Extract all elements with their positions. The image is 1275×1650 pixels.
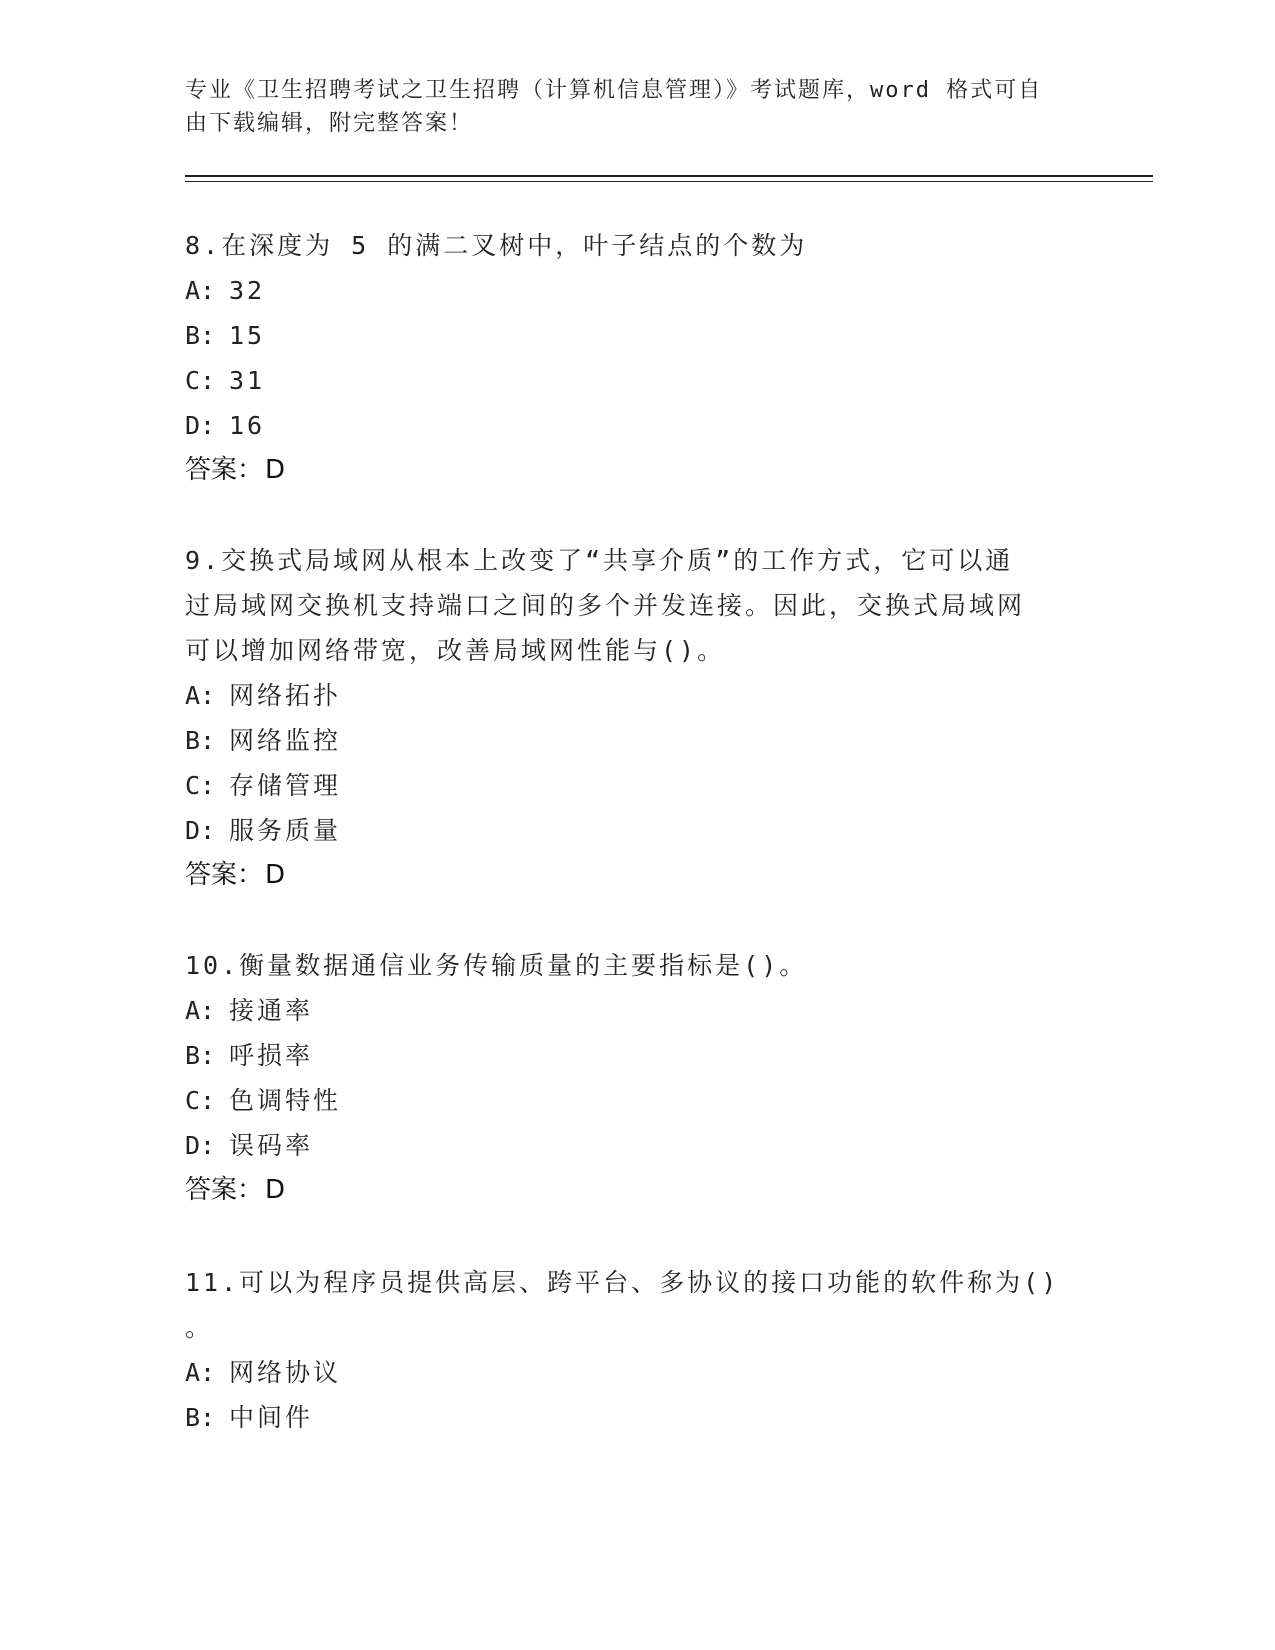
question-10	[185, 943, 1065, 1213]
option-text: 服务质量	[229, 816, 342, 845]
answer-value: D	[265, 455, 286, 485]
option-text: 中间件	[229, 1403, 314, 1432]
option-key: C:	[185, 771, 216, 800]
option-c	[185, 763, 1065, 808]
option-key: B:	[185, 726, 216, 755]
header-divider-thin	[185, 181, 1153, 182]
question-11	[185, 1260, 1065, 1440]
question-9	[185, 538, 1065, 898]
answer-label: 答案：	[185, 455, 264, 485]
header-line-2: 由下载编辑，附完整答案！	[185, 111, 474, 136]
answer-label: 答案：	[185, 860, 264, 890]
option-a	[185, 988, 1065, 1033]
option-d	[185, 808, 1065, 853]
option-key: A:	[185, 681, 216, 710]
answer-line	[185, 448, 1065, 493]
question-stem-line: 过局域网交换机支持端口之间的多个并发连接。因此，交换式局域网	[185, 591, 1026, 620]
question-8	[185, 223, 1065, 493]
option-key: D:	[185, 1131, 216, 1160]
option-d	[185, 1123, 1065, 1168]
question-stem-line: 可以增加网络带宽，改善局域网性能与()。	[185, 636, 726, 665]
option-key: A:	[185, 1358, 216, 1387]
document-header	[185, 74, 1065, 140]
option-c	[185, 1078, 1065, 1123]
question-stem-line: 。	[185, 1313, 214, 1342]
option-key: A:	[185, 276, 216, 305]
option-text: 网络协议	[229, 1358, 342, 1387]
header-divider-thick	[185, 175, 1153, 177]
option-text: 存储管理	[229, 771, 342, 800]
question-stem-line: 8.在深度为 5 的满二叉树中，叶子结点的个数为	[185, 231, 808, 260]
answer-line	[185, 1168, 1065, 1213]
answer-line	[185, 853, 1065, 898]
option-text: 网络监控	[229, 726, 342, 755]
question-stem-line: 11.可以为程序员提供高层、跨平台、多协议的接口功能的软件称为()	[185, 1268, 1060, 1297]
option-b	[185, 718, 1065, 763]
option-a	[185, 673, 1065, 718]
question-stem-line: 9.交换式局域网从根本上改变了“共享介质”的工作方式，它可以通	[185, 546, 1014, 575]
option-text: 32	[229, 276, 266, 305]
option-text: 呼损率	[229, 1041, 314, 1070]
option-text: 16	[229, 411, 266, 440]
answer-value: D	[265, 860, 286, 890]
option-key: C:	[185, 1086, 216, 1115]
option-text: 31	[229, 366, 266, 395]
header-line-1: 专业《卫生招聘考试之卫生招聘（计算机信息管理）》考试题库，word 格式可自	[185, 78, 1043, 103]
option-a	[185, 268, 1065, 313]
question-stem-line: 10.衡量数据通信业务传输质量的主要指标是()。	[185, 951, 808, 980]
option-key: B:	[185, 1403, 216, 1432]
option-d	[185, 403, 1065, 448]
option-key: D:	[185, 411, 216, 440]
option-a	[185, 1350, 1065, 1395]
answer-value: D	[265, 1175, 286, 1205]
answer-label: 答案：	[185, 1175, 264, 1205]
option-b	[185, 1395, 1065, 1440]
option-text: 15	[229, 321, 266, 350]
option-key: A:	[185, 996, 216, 1025]
option-key: B:	[185, 1041, 216, 1070]
option-text: 色调特性	[229, 1086, 342, 1115]
option-b	[185, 313, 1065, 358]
option-c	[185, 358, 1065, 403]
option-key: B:	[185, 321, 216, 350]
option-b	[185, 1033, 1065, 1078]
option-key: C:	[185, 366, 216, 395]
option-text: 接通率	[229, 996, 314, 1025]
option-text: 网络拓扑	[229, 681, 342, 710]
option-key: D:	[185, 816, 216, 845]
option-text: 误码率	[229, 1131, 314, 1160]
